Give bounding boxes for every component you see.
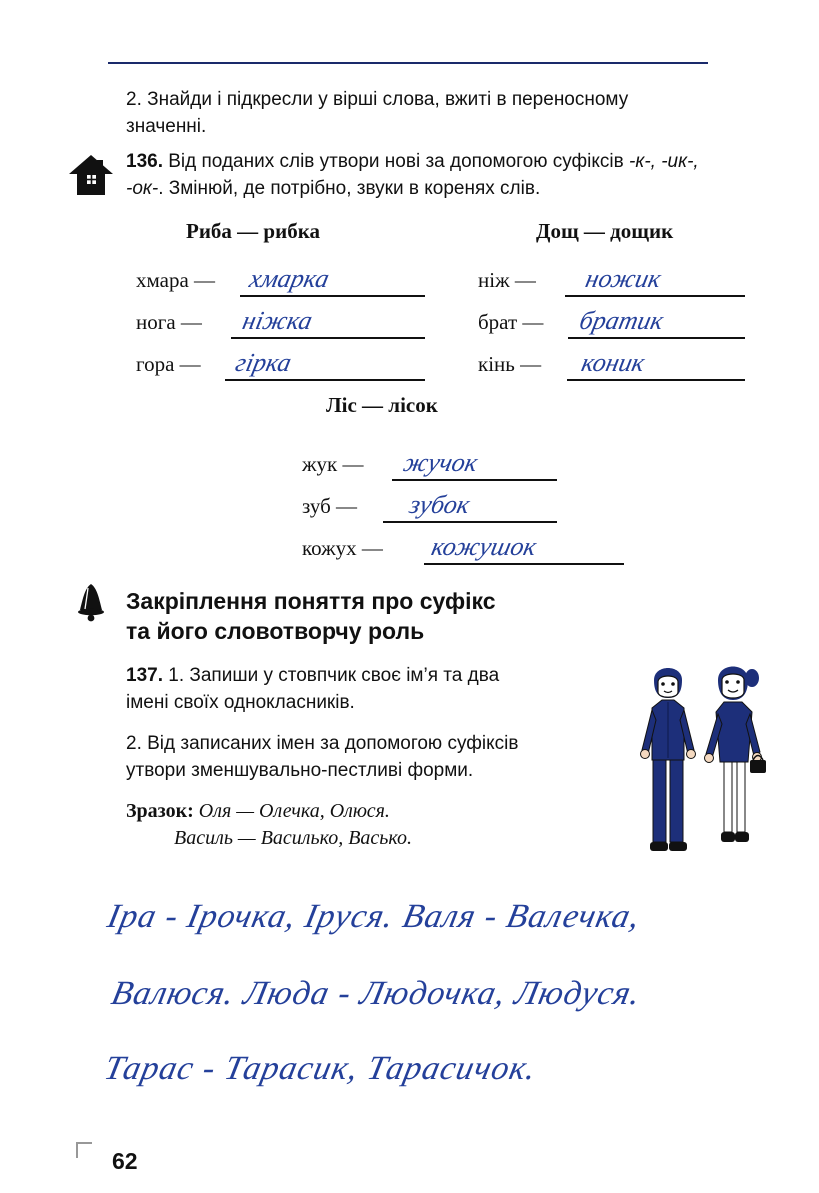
handwritten-line-2: Валюся. Люда - Людочка, Людуся.: [108, 975, 645, 1012]
prompt-kin: кінь —: [478, 352, 542, 376]
answer-line-kin: [567, 379, 745, 381]
answer-line-nizh: [565, 295, 745, 297]
pair-heading-dosch: Дощ — дощик: [536, 219, 674, 243]
section-heading-line-1: Закріплення поняття про суфікс: [126, 588, 496, 614]
pair-heading-lis: Ліс — лісок: [326, 393, 438, 417]
answer-line-zub: [383, 521, 557, 523]
answer-hmara: хмарка: [247, 264, 332, 293]
exercise-136-text-1: Від поданих слів утвори нові за допомогою суфіксів: [162, 151, 630, 172]
answer-nizh: ножик: [583, 264, 664, 293]
sample-label: Зразок:: [126, 800, 194, 822]
handwritten-line-3: Тарас - Тарасик, Тарасичок.: [101, 1050, 541, 1087]
prompt-nizh: ніж —: [478, 268, 536, 292]
exercise-137: [126, 662, 526, 852]
page-number: 62: [112, 1148, 138, 1174]
exercise-137-sample: [126, 798, 526, 852]
answer-zub: зубок: [407, 490, 473, 519]
sample-line-2: Василь — Василько, Васько.: [174, 827, 412, 849]
prompt-zub: зуб —: [302, 494, 358, 518]
two-children-illustration: [632, 650, 778, 882]
bell-icon: [72, 580, 110, 626]
boy-figure: [641, 668, 696, 851]
answer-line-kozhuh: [424, 563, 624, 565]
section-heading-line-2: та його словотворчу роль: [126, 618, 425, 644]
answer-noha: ніжка: [240, 306, 316, 335]
prompt-hora: гора —: [136, 352, 201, 376]
prompt-zhuk: жук —: [302, 452, 364, 476]
answer-line-noha: [231, 337, 425, 339]
exercise-136-number: 136.: [126, 151, 163, 172]
exercise-136-suffixes: -к-, -ик-, -ок-: [126, 151, 699, 199]
prompt-noha: нога —: [136, 310, 202, 334]
prompt-kozhuh: кожух —: [302, 536, 383, 560]
answer-kin: коник: [579, 348, 648, 377]
exercise-137-number: 137.: [126, 665, 163, 686]
pair-heading-riba: Риба — рибка: [186, 219, 320, 243]
answer-zhuk: жучок: [401, 448, 481, 477]
exercise-137-item-1-text: 1. Запиши у стовпчик своє ім’я та два імені своїх однокласників.: [126, 665, 500, 713]
exercise-137-item-2: 2. Від записаних імен за допомогою суфіксів утвори зменшувально-пестливі форми.: [126, 733, 519, 781]
answer-line-hmara: [240, 295, 425, 297]
corner-mark: [76, 1142, 92, 1158]
answer-kozhuh: кожушок: [429, 532, 540, 561]
sample-line-1: Оля — Олечка, Олюся.: [198, 800, 390, 822]
girl-figure: [705, 667, 767, 843]
handwritten-line-1: Іра - Ірочка, Іруся. Валя - Валечка,: [104, 898, 644, 935]
section-heading: [126, 586, 666, 646]
exercise-137-item-1: [126, 662, 526, 716]
answer-hora: гірка: [233, 348, 295, 377]
header-rule: [108, 62, 708, 64]
answer-line-hora: [225, 379, 425, 381]
exercise-136-text-2: . Змінюй, де потрібно, звуки в коренях слів.: [158, 178, 541, 199]
prompt-hmara: хмара —: [136, 268, 216, 292]
answer-line-zhuk: [392, 479, 557, 481]
answer-brat: братик: [577, 306, 667, 335]
exercise-136-instruction: [126, 148, 711, 202]
answer-line-brat: [568, 337, 745, 339]
task-2-instruction: 2. Знайди і підкресли у вірші слова, вжиті в переносному значенні.: [126, 89, 629, 137]
house-icon: [68, 152, 114, 198]
prompt-brat: брат —: [478, 310, 544, 334]
